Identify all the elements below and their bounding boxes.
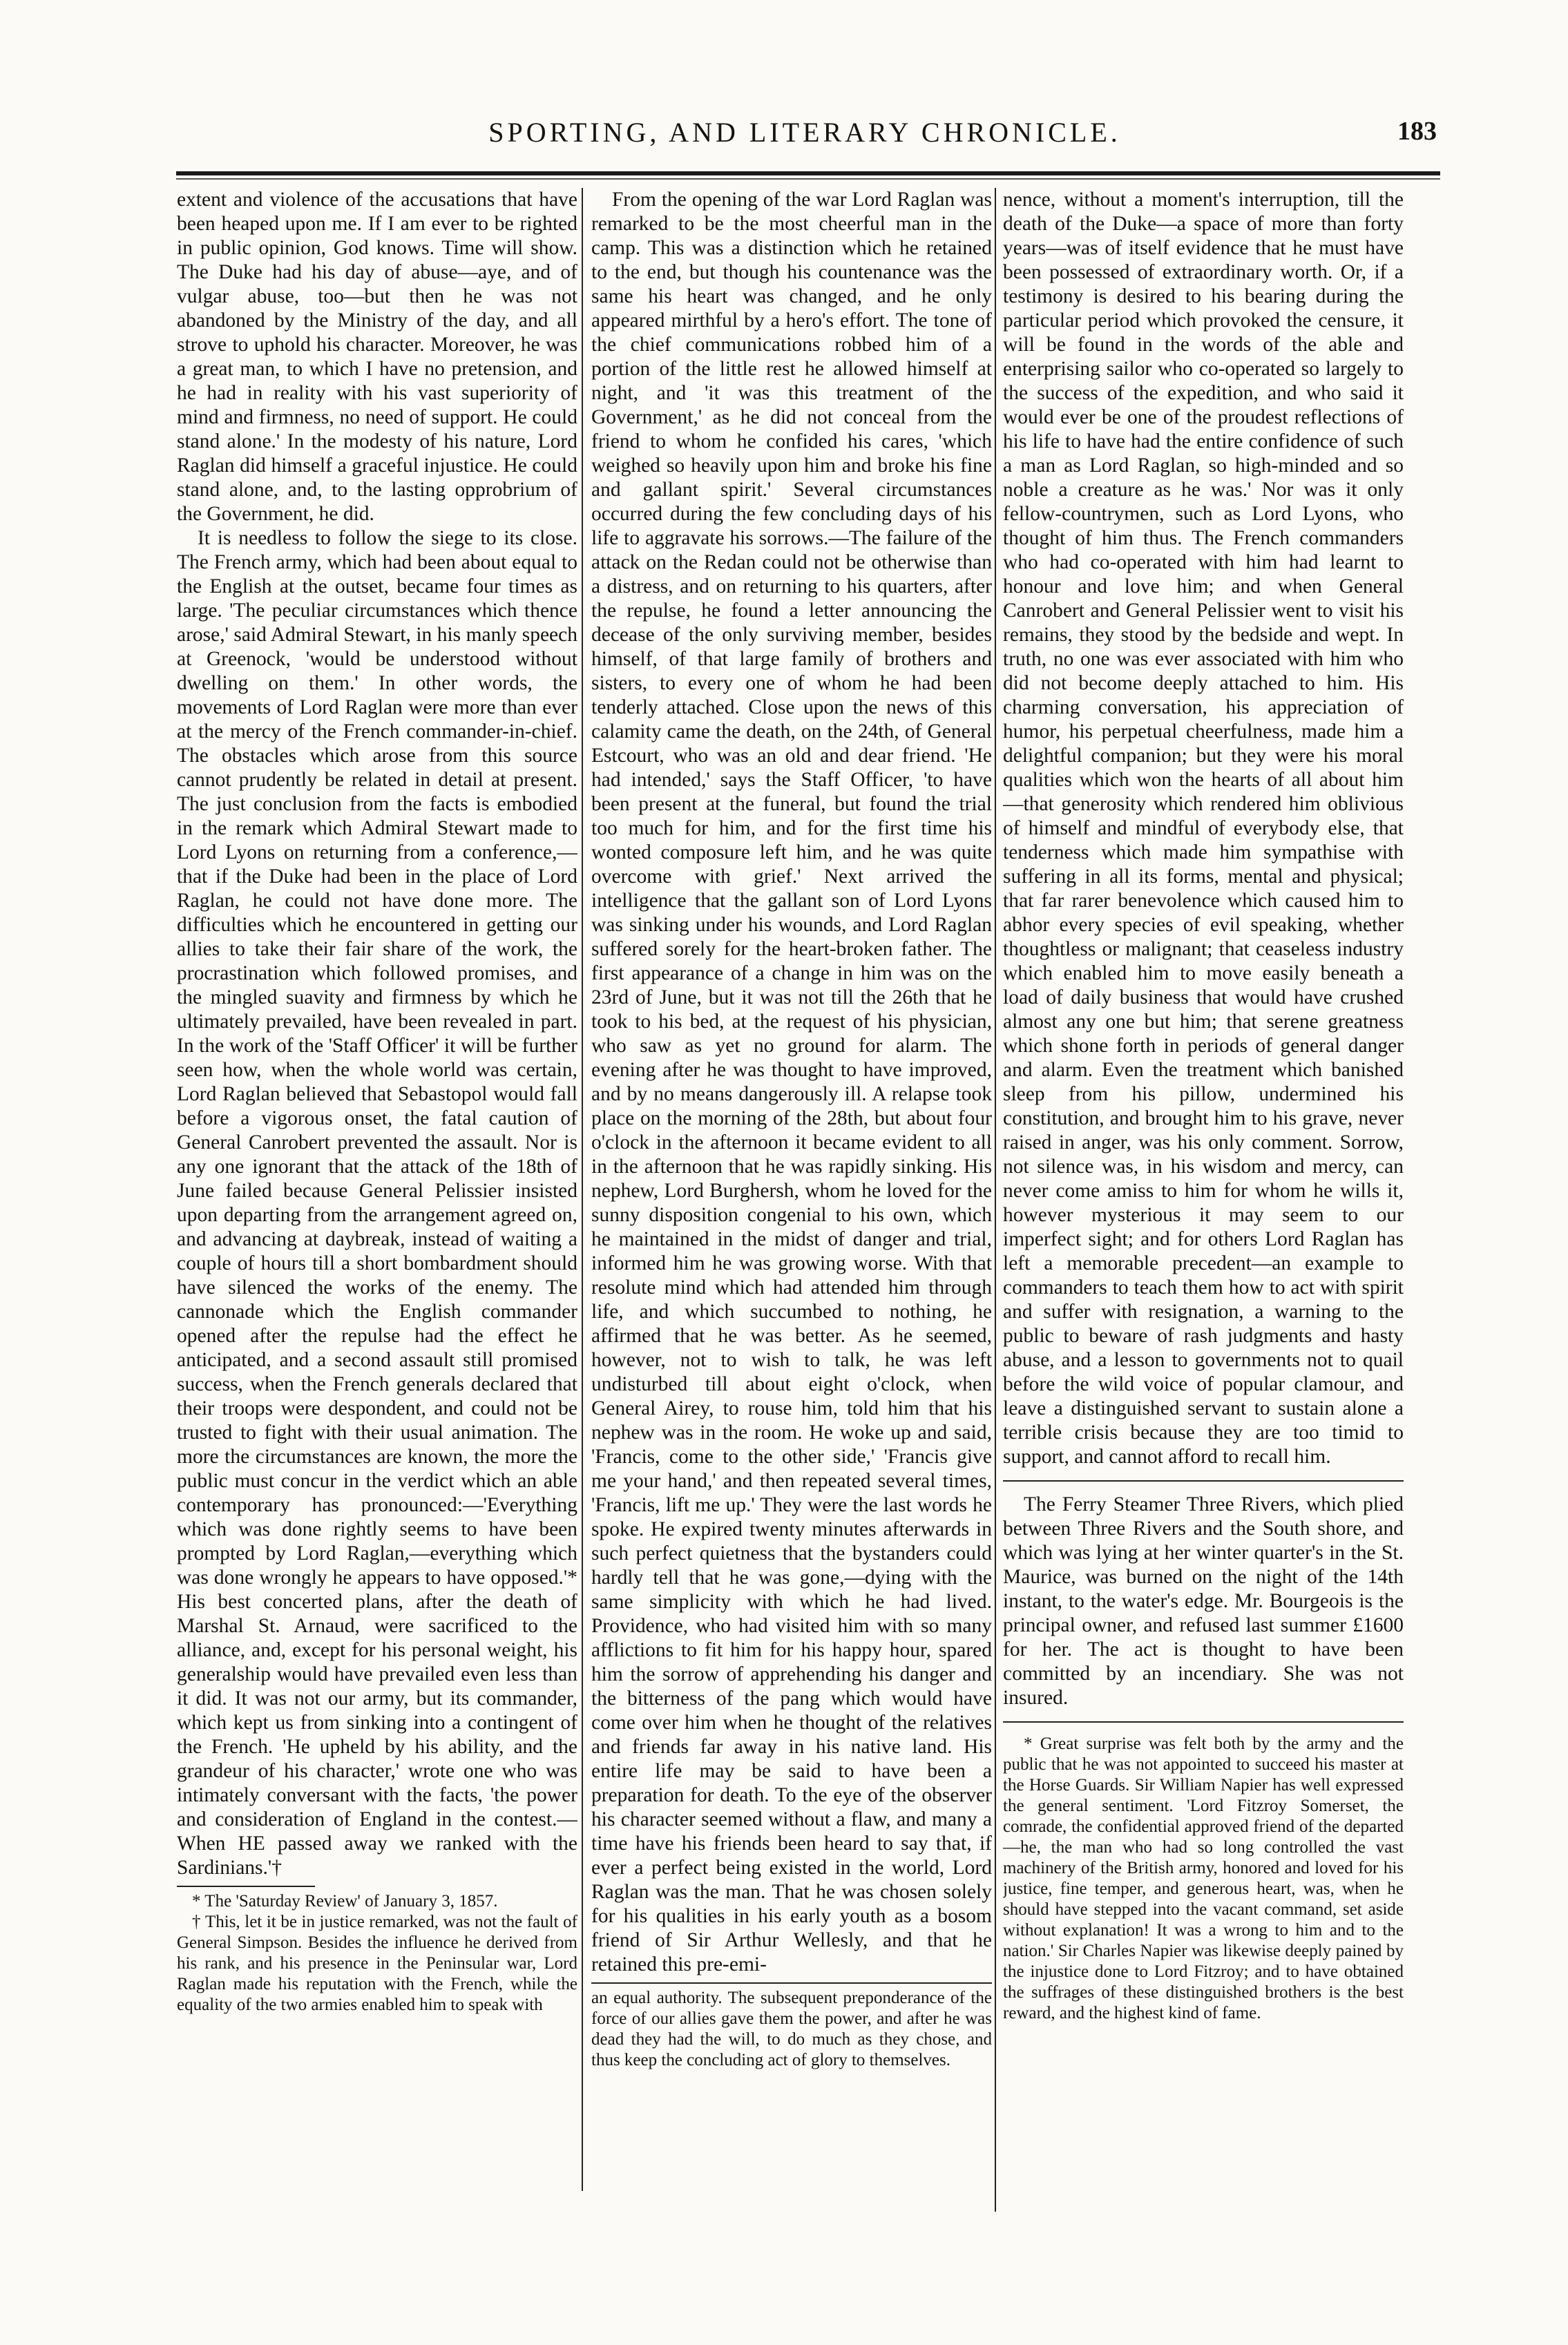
footnotes	[177, 1891, 577, 2016]
footnotes	[591, 1988, 992, 2071]
running-head: SPORTING, AND LITERARY CHRONICLE.	[488, 117, 1121, 148]
column-3	[1003, 188, 1404, 2039]
page-number: 183	[1397, 117, 1437, 146]
column-divider	[995, 188, 996, 2212]
paragraph: nence, without a moment's interruption, till the death of the Duke—a space of more than forty years—was of itself evidence that he must have been possessed of extraordinary worth. Or, if a testimony is desired to his bearing during the particular period which provoked the censure, it will be found in the words of the able and enterprising sailor who co-operated so largely to the success of the expedition, and who said it would ever be one of the proudest reflections of his life to have had the entire confidence of such a man as Lord Raglan, so high-minded and so noble a creature as he was.' Nor was it only fellow-countrymen, such as Lord Lyons, who thought of him thus. The French commanders who had co-operated with him had learnt to honour and love him; and when General Canrobert and General Pelissier went to visit his remains, they stood by the bedside and wept. In truth, no one was ever associated with him who did not become deeply attached to him. His charming conversation, his appreciation of humor, his perpetual cheerfulness, made him a delightful companion; but they were his moral qualities which won the hearts of all about him—that generosity which rendered him oblivious of himself and mindful of everybody else, that tenderness which made him sympathise with suffering in all its forms, mental and physical; that far rarer benevolence which caused him to abhor every species of evil speaking, whether thoughtless or malignant; that ceaseless industry which enabled him to move easily beneath a load of daily business that would have crushed almost any one but him; that serene greatness which shone forth in periods of general danger and alarm. Even the treatment which banished sleep from his pillow, undermined his constitution, and brought him to his grave, never raised in anger, was his only comment. Sorrow, not silence was, in his wisdom and mercy, can never come amiss to him for whom he wills it, however mysterious it may seem to our imperfect sight; and for others Lord Raglan has left a memorable precedent—an example to commanders to teach them how to act with spirit and suffer with resignation, a warning to the public to beware of rash judgments and hasty abuse, and a lesson to governments not to quail before the wild voice of popular clamour, and leave a distinguished servant to sustain alone a terrible crisis because they are too timid to support, and cannot afford to recall him.	[1003, 189, 1404, 1468]
footnote-rule	[177, 1886, 315, 1887]
paragraph: It is needless to follow the siege to its close. The French army, which had been about equal to the English at the outset, became four times as large. 'The peculiar circumstances which thence arose,' said Admiral Stewart, in his manly speech at Greenock, 'would be understood without dwelling on them.' In other words, the movements of Lord Raglan were more than ever at the mercy of the French commander-in-chief. The obstacles which arose from this source cannot prudently be related in detail at present. The just conclusion from the facts is embodied in the remark which Admiral Stewart made to Lord Lyons on returning from a conference,—that if the Duke had been in the place of Lord Raglan, he could not have done more. The difficulties which he encountered in getting our allies to take their fair share of the work, the procrastination which followed promises, and the mingled suavity and firmness by which he ultimately prevailed, have been revealed in part. In the work of the 'Staff Officer' it will be further seen how, when the whole world was certain, Lord Raglan believed that Sebastopol would fall before a vigorous onset, the fatal caution of General Canrobert prevented the assault. Nor is any one ignorant that the attack of the 18th of June failed because General Pelissier insisted upon departing from the arrangement agreed on, and advancing at daybreak, instead of waiting a couple of hours till a short bombardment should have silenced the works of the enemy. The cannonade which the English commander opened after the repulse had the effect he anticipated, and a second assault still promised success, when the French generals declared that their troops were despondent, and could not be trusted to fight with their usual animation. The more the circumstances are known, the more the public must concur in the verdict which an able contemporary has pronounced:—'Everything which was done rightly seems to have been prompted by Lord Raglan,—everything which was done wrongly he appears to have opposed.'* His best concerted plans, after the death of Marshal St. Arnaud, were sacrificed to the alliance, and, except for his personal weight, his generalship would have prevailed even less than it did. It was not our army, but its commander, which kept us from sinking into a contingent of the French. 'He upheld by his ability, and the grandeur of his character,' wrote one who was intimately conversant with the facts, 'the power and consideration of England in the contest.—When HE passed away we ranked with the Sardinians.'†	[177, 527, 577, 1879]
column-1	[177, 188, 577, 2039]
footnote: † This, let it be in justice remarked, was not the fault of General Simpson. Besides the influence he derived from his rank, and his presence in the Peninsular war, Lord Raglan made his reputation with the French, while the equality of the two armies enabled him to speak with	[177, 1913, 577, 2014]
page-header	[173, 116, 1437, 157]
column-divider	[582, 188, 583, 2191]
item-rule	[1003, 1721, 1404, 1723]
footnote: * The 'Saturday Review' of January 3, 1857.	[192, 1892, 498, 1911]
footnotes	[1003, 1734, 1404, 2024]
item-rule	[1003, 1480, 1404, 1482]
column-2	[591, 188, 992, 2101]
paragraph: From the opening of the war Lord Raglan was remarked to be the most cheerful man in the camp. This was a distinction which he retained to the end, but though his countenance was the same his heart was changed, and he only appeared mirthful by a hero's effort. The tone of the chief communications robbed him of a portion of the little rest he allowed himself at night, and 'it was this treatment of the Government,' as he did not conceal from the friend to whom he confided his cares, 'which weighed so heavily upon him and broke his fine and gallant spirit.' Several circumstances occurred during the few concluding days of his life to aggravate his sorrows.—The failure of the attack on the Redan could not be otherwise than a distress, and on returning to his quarters, after the repulse, he found a letter announcing the decease of the only surviving member, besides himself, of that large family of brothers and sisters, to every one of whom he had been tenderly attached. Close upon the news of this calamity came the death, on the 24th, of General Estcourt, who was an old and dear friend. 'He had intended,' says the Staff Officer, 'to have been present at the funeral, but found the trial too much for him, and for the first time his wonted composure left him, and he was quite overcome with grief.' Next arrived the intelligence that the gallant son of Lord Lyons was sinking under his wounds, and Lord Raglan suffered sorely for the heart-broken father. The first appearance of a change in him was on the 23rd of June, but it was not till the 26th that he took to his bed, at the request of his physician, who saw as yet no ground for alarm. The evening after he was thought to have improved, and by no means dangerously ill. A relapse took place on the morning of the 28th, but about four o'clock in the afternoon it became evident to all in the afternoon that he was rapidly sinking. His nephew, Lord Burghersh, whom he loved for the sunny disposition congenial to his own, which he maintained in the midst of danger and trial, informed him he was growing worse. With that resolute mind which had attended him through life, and which succumbed to nothing, he affirmed that he was better. As he seemed, however, not to wish to talk, he was left undisturbed till about eight o'clock, when General Airey, to rouse him, told him that his nephew was in the room. He woke up and said, 'Francis, come to the other side,' 'Francis give me your hand,' and then repeated several times, 'Francis, lift me up.' They were the last words he spoke. He expired twenty minutes afterwards in such perfect quietness that the bystanders could hardly tell that he was gone,—dying with the same simplicity with which he had lived. Providence, who had visited him with so many afflictions to fit him for his happy hour, spared him the sorrow of apprehending his danger and the bitterness of the pang which would have come over him when he thought of the relatives and friends far away in his native land. His entire life may be said to have been a preparation for death. To the eye of the observer his character seemed without a flaw, and many a time have his friends been heard to say that, if ever a perfect being existed in the world, Lord Raglan was the man. That he was chosen solely for his qualities in his early youth as a bosom friend of Sir Arthur Wellesly, and that he retained this pre-emi-	[591, 189, 992, 1975]
paragraph: extent and violence of the accusations that have been heaped upon me. If I am ever to be righted in public opinion, God knows. Time will show. The Duke had his day of abuse—aye, and of vulgar abuse, too—but then he was not abandoned by the Ministry of the day, and all strove to uphold his character. Moreover, he was a great man, to which I have no pretension, and he had in reality with his vast superiority of mind and firmness, no need of support. He could stand alone.' In the modesty of his nature, Lord Raglan did himself a graceful injustice. He could stand alone, and, to the lasting opprobrium of the Government, he did.	[177, 189, 577, 525]
footnote-continuation: an equal authority. The subsequent preponderance of the force of our allies gave them the power, and after he was dead they had the will, to do much as they chose, and thus keep the concluding act of glory to themselves.	[591, 1989, 992, 2069]
header-rule-thin	[176, 178, 1440, 180]
header-rule	[176, 171, 1440, 175]
footnote-rule	[591, 1982, 992, 1984]
news-item: The Ferry Steamer Three Rivers, which plied between Three Rivers and the South shore, and which was lying at her winter quarter's in the St. Maurice, was burned on the night of the 14th instant, to the water's edge. Mr. Bourgeois is the principal owner, and refused last summer £1600 for her. The act is thought to have been committed by an incendiary. She was not insured.	[1003, 1493, 1404, 1709]
footnote: * Great surprise was felt both by the army and the public that he was not appointed to succeed his master at the Horse Guards. Sir William Napier has well expressed the general sentiment. 'Lord Fitzroy Somerset, the comrade, the confidential approved friend of the departed—he, the man who had so long controlled the vast machinery of the British army, honored and loved for his justice, fine temper, and generous heart, was, when he should have stepped into the vacant command, set aside without explanation! It was a wrong to him and to the nation.' Sir Charles Napier was likewise deeply pained by the injustice done to Lord Fitzroy; and to have obtained the suffrages of these distinguished brothers is the best reward, and the highest kind of fame.	[1003, 1734, 1404, 2022]
